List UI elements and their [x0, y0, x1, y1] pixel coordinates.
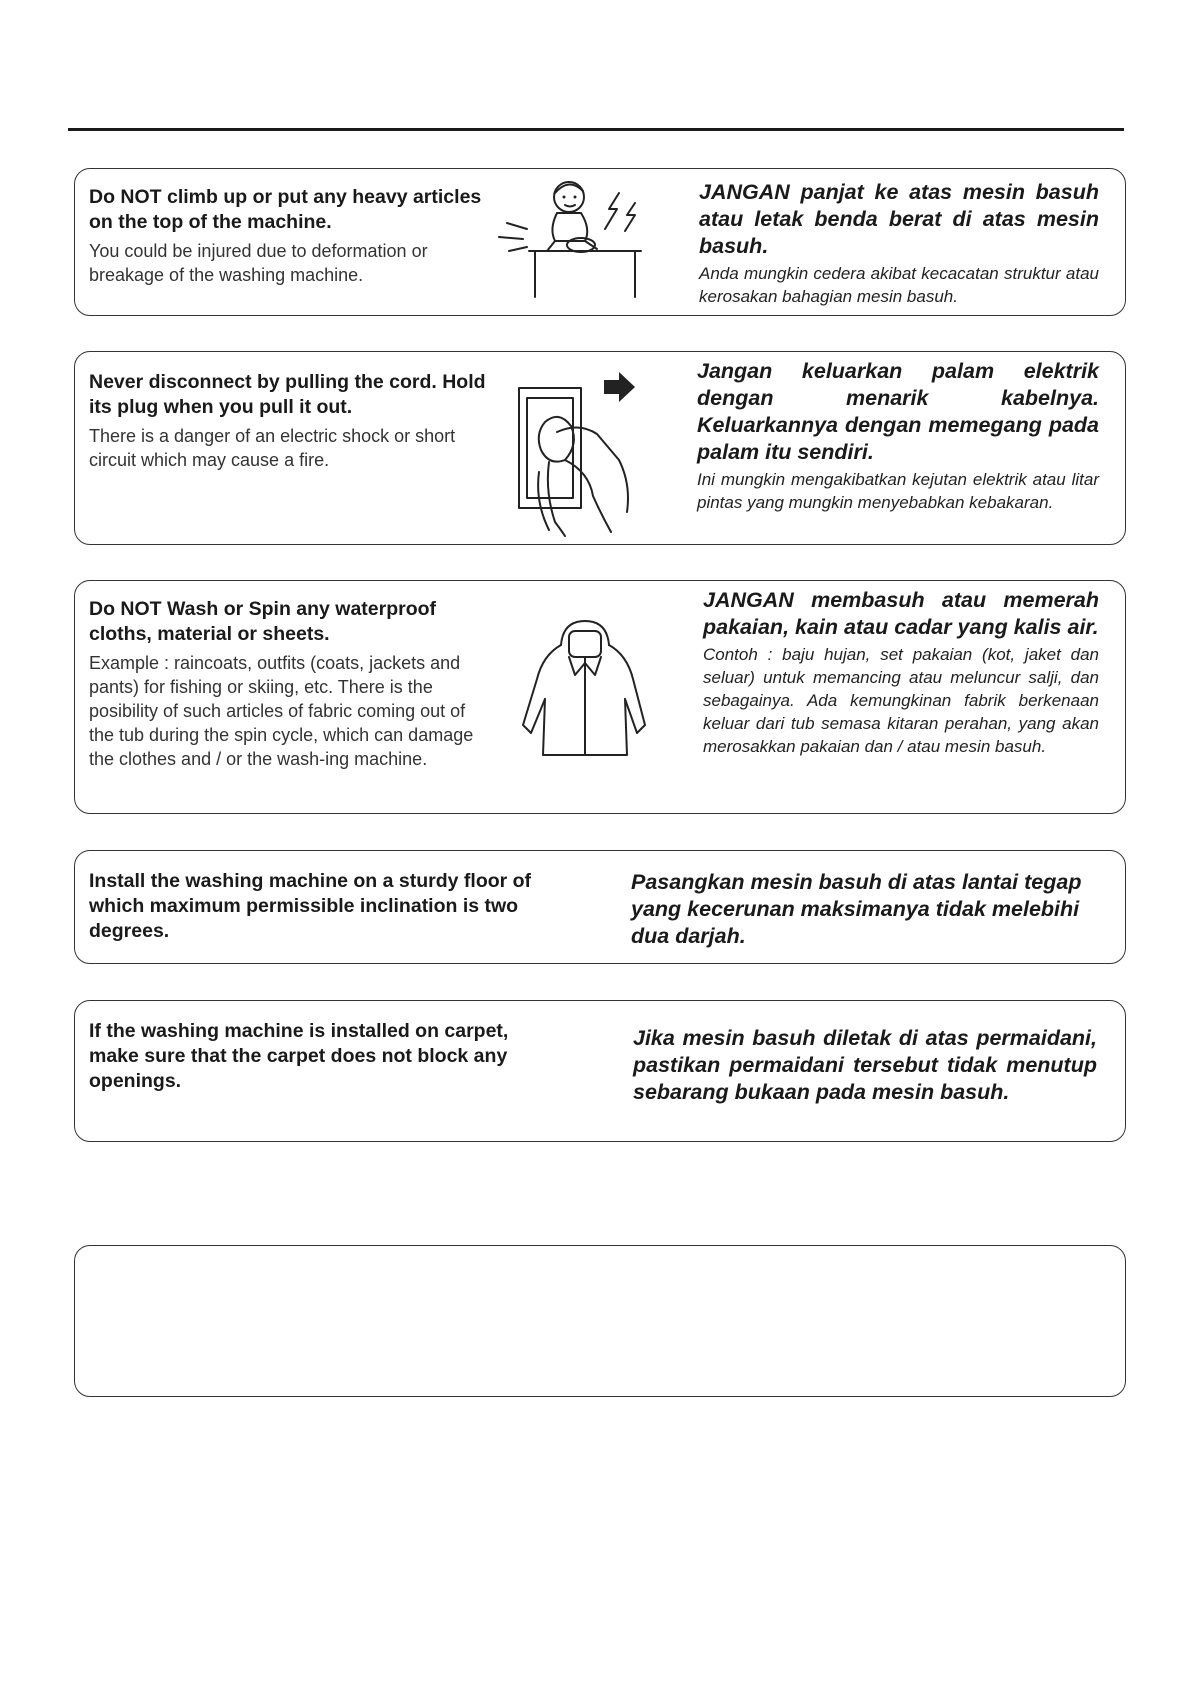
malay-heading: Pasangkan mesin basuh di atas lantai tegap yang kecerunan maksimanya tidak melebihi dua darjah. — [631, 870, 1082, 948]
child-climbing-on-machine-icon — [485, 179, 665, 304]
malay-heading: JANGAN membasuh atau memerah pakaian, kain atau cadar yang kalis air. — [703, 588, 1099, 639]
english-body: You could be injured due to deformation or breakage of the washing machine. — [89, 241, 428, 285]
english-text — [89, 370, 489, 472]
english-heading: Install the washing machine on a sturdy floor of which maximum permissible inclination is two degrees. — [89, 870, 532, 942]
english-text — [89, 597, 495, 771]
malay-text — [699, 179, 1099, 308]
english-text — [89, 869, 559, 944]
malay-body: Anda mungkin cedera akibat kecacatan struktur atau kerosakan bahagian mesin basuh. — [699, 264, 1099, 306]
malay-heading: Jika mesin basuh diletak di atas permaidani, pastikan permaidani tersebut tidak menutup sebarang bukaan pada mesin basuh. — [633, 1026, 1097, 1104]
english-text — [89, 185, 489, 287]
english-body: There is a danger of an electric shock or short circuit which may cause a fire. — [89, 426, 456, 470]
warning-box-carpet — [74, 1000, 1126, 1142]
english-heading: If the washing machine is installed on carpet, make sure that the carpet does not block any openings. — [89, 1020, 509, 1092]
malay-body: Contoh : baju hujan, set pakaian (kot, jaket dan seluar) untuk memancing atau meluncur salji, dan sebagainya. Ada kemungkinan fabrik berkenaan keluar dari tub semasa kitaran perahan, yang akan merosakkan pakaian dan / atau mesin basuh. — [703, 645, 1099, 756]
malay-text — [703, 587, 1099, 758]
english-heading: Do NOT climb up or put any heavy articles on the top of the machine. — [89, 186, 482, 233]
top-rule — [68, 128, 1124, 131]
english-heading: Never disconnect by pulling the cord. Hold its plug when you pull it out. — [89, 371, 486, 418]
warning-box-waterproof — [74, 580, 1126, 814]
english-text — [89, 1019, 559, 1094]
malay-heading: JANGAN panjat ke atas mesin basuh atau letak benda berat di atas mesin basuh. — [699, 180, 1099, 258]
empty-note-box — [74, 1245, 1126, 1397]
malay-body: Ini mungkin mengakibatkan kejutan elektrik atau litar pintas yang mungkin menyebabkan kebakaran. — [697, 470, 1099, 512]
english-body: Example : raincoats, outfits (coats, jackets and pants) for fishing or skiing, etc. There is the posibility of such articles of fabric coming out of the tub during the spin cycle, which can damage the clothes and / or the wash-ing machine. — [89, 653, 474, 769]
hand-pulling-plug-icon — [509, 362, 659, 537]
english-heading: Do NOT Wash or Spin any waterproof cloths, material or sheets. — [89, 598, 437, 645]
malay-text — [631, 869, 1095, 950]
malay-text — [697, 358, 1099, 514]
malay-text — [633, 1025, 1097, 1106]
warning-box-floor — [74, 850, 1126, 964]
warning-box-plug — [74, 351, 1126, 545]
raincoat-icon — [513, 615, 653, 765]
malay-heading: Jangan keluarkan palam elektrik dengan menarik kabelnya. Keluarkannya dengan memegang pada palam itu sendiri. — [697, 359, 1099, 464]
warning-box-climb — [74, 168, 1126, 316]
